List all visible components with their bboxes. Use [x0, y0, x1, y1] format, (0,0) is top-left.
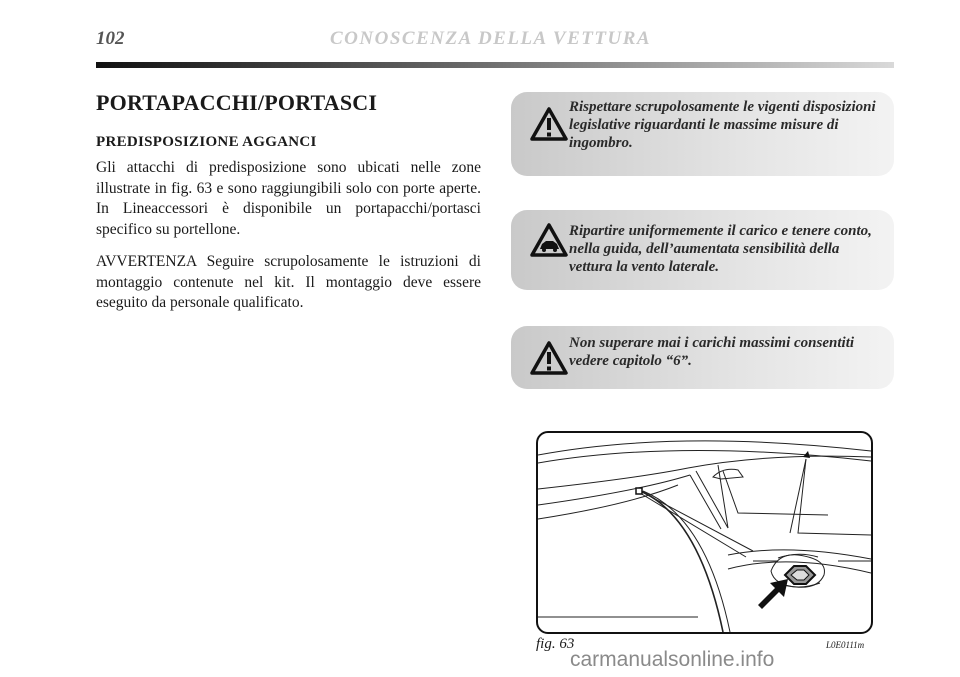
warning-box-max-load	[511, 326, 894, 389]
vehicle-warning-icon	[529, 222, 569, 258]
warning-text: Non superare mai i carichi massimi consentiti vedere capitolo “6”.	[569, 335, 855, 369]
figure-code: L0E0111m	[826, 640, 865, 650]
paragraph-attachments: Gli attacchi di predisposizione sono ubicati nelle zone illustrate in fig. 63 e sono raggiungibili solo con porte aperte. In Lineaccessori è disponibile un portapacchi/portasci specifico su portellone.	[96, 159, 481, 238]
warning-text: Ripartire uniformemente il carico e tenere conto, nella guida, dell’aumentata sensibilità della vettura la vento laterale.	[569, 223, 872, 275]
warning-text: Rispettare scrupolosamente le vigenti disposizioni legislative riguardanti le massime misure di ingombro.	[569, 99, 876, 151]
warning-triangle-icon	[529, 340, 569, 376]
warning-box-dimensions	[511, 92, 894, 176]
roof-rack-figure	[536, 431, 873, 634]
figure-caption: fig. 63	[536, 636, 575, 652]
page-number: 102	[96, 28, 125, 49]
paragraph-warning-note: AVVERTENZA Seguire scrupolosamente le istruzioni di montaggio contenute nel kit. Il montaggio deve essere eseguito da personale qualificato.	[96, 253, 481, 311]
watermark: carmanualsonline.info	[570, 648, 775, 671]
roof-attachment-illustration	[538, 433, 871, 632]
section-title: CONOSCENZA DELLA VETTURA	[330, 28, 652, 49]
warning-triangle-icon	[529, 106, 569, 142]
warning-box-load	[511, 210, 894, 290]
page-title: PORTAPACCHI/PORTASCI	[96, 90, 378, 115]
subsection-title: PREDISPOSIZIONE AGGANCI	[96, 134, 317, 150]
header-rule	[96, 62, 894, 68]
